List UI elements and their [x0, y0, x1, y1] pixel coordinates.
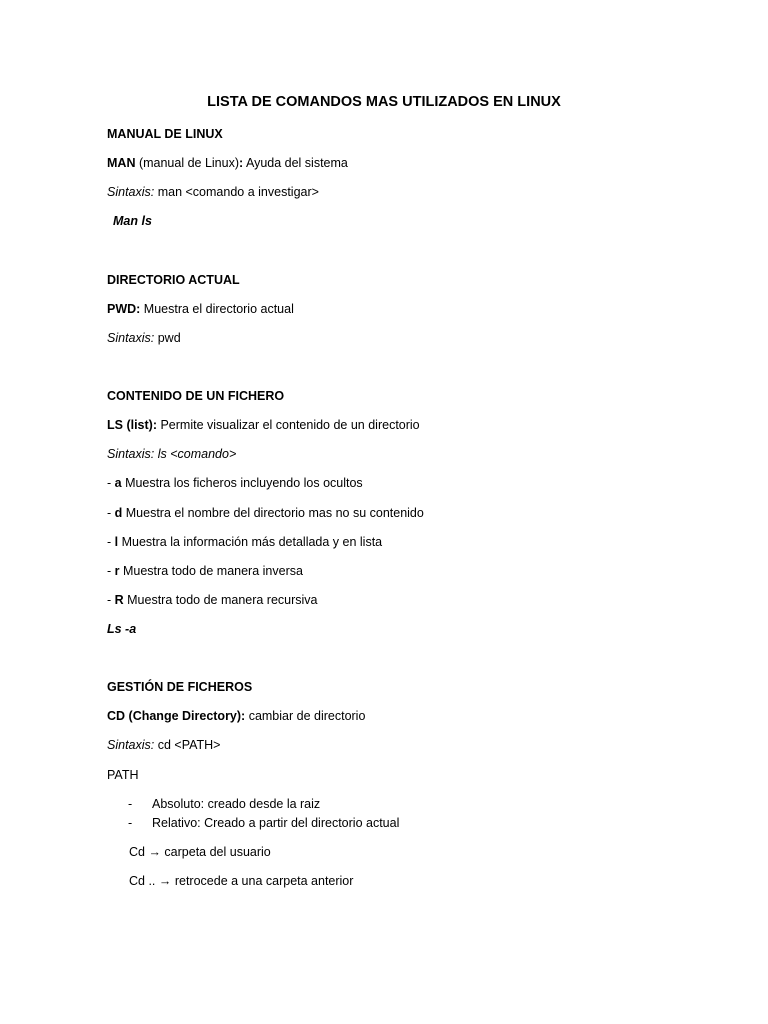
syntax-label: Sintaxis: [107, 331, 155, 345]
command-colon: : [239, 156, 244, 170]
command-description: cambiar de directorio [245, 709, 366, 723]
bullet-text: Relativo: Creado a partir del directorio actual [152, 816, 400, 830]
option-flag: r [114, 564, 120, 578]
syntax-value: cd <PATH> [154, 738, 221, 752]
option-text: Muestra la información más detallada y en lista [118, 535, 383, 549]
pwd-command-line [107, 301, 294, 317]
bullet-dash: - [128, 797, 133, 811]
command-paren: (manual de Linux) [135, 156, 239, 170]
command-name: PWD: [107, 302, 141, 316]
man-example: Man ls [113, 214, 152, 228]
syntax-value: man <comando a investigar> [154, 185, 319, 199]
option-prefix: - [107, 476, 115, 490]
command-description: Permite visualizar el contenido de un directorio [157, 418, 420, 432]
syntax-label: Sintaxis: [107, 738, 155, 752]
man-command-line [107, 155, 348, 171]
command-name: LS (list): [107, 418, 157, 432]
command-description: Ayuda del sistema [243, 156, 348, 170]
bullet-dash: - [128, 816, 133, 830]
option-prefix: - [107, 564, 115, 578]
cd-back-line: Cd .. → retrocede a una carpeta anterior [129, 874, 354, 888]
option-prefix: - [107, 535, 115, 549]
ls-option-r [107, 563, 303, 579]
option-flag: R [114, 593, 124, 607]
option-prefix: - [107, 593, 115, 607]
option-flag: d [114, 506, 123, 520]
document-title: LISTA DE COMANDOS MAS UTILIZADOS EN LINUX [207, 94, 561, 110]
cd-user-line: Cd → carpeta del usuario [129, 845, 271, 859]
option-text: Muestra todo de manera inversa [119, 564, 303, 578]
ls-syntax-line [107, 446, 236, 462]
ls-option-R [107, 592, 318, 608]
ls-option-d [107, 505, 424, 521]
option-text: Muestra todo de manera recursiva [123, 593, 318, 607]
command-name: MAN [107, 156, 136, 170]
ls-option-a [107, 475, 363, 491]
syntax-value: pwd [154, 331, 181, 345]
option-text: Muestra los ficheros incluyendo los ocultos [121, 476, 363, 490]
path-label: PATH [107, 768, 139, 782]
option-text: Muestra el nombre del directorio mas no su contenido [122, 506, 424, 520]
bullet-text: Absoluto: creado desde la raiz [152, 797, 321, 811]
command-name: CD (Change Directory): [107, 709, 246, 723]
option-prefix: - [107, 506, 115, 520]
section-heading-gestion: GESTIÓN DE FICHEROS [107, 680, 253, 694]
ls-example: Ls -a [107, 622, 137, 636]
syntax-label: Sintaxis: [107, 447, 155, 461]
pwd-syntax-line [107, 330, 181, 346]
man-syntax-line [107, 184, 319, 200]
cd-syntax-line [107, 737, 220, 753]
command-description: Muestra el directorio actual [140, 302, 294, 316]
section-heading-contenido: CONTENIDO DE UN FICHERO [107, 389, 285, 403]
syntax-label: Sintaxis: [107, 185, 155, 199]
option-flag: l [114, 535, 119, 549]
cd-command-line [107, 708, 365, 724]
section-heading-directorio: DIRECTORIO ACTUAL [107, 273, 240, 287]
syntax-value: ls <comando> [154, 447, 237, 461]
ls-command-line [107, 417, 420, 433]
ls-option-l [107, 534, 382, 550]
option-flag: a [114, 476, 122, 490]
section-heading-manual: MANUAL DE LINUX [107, 127, 223, 141]
